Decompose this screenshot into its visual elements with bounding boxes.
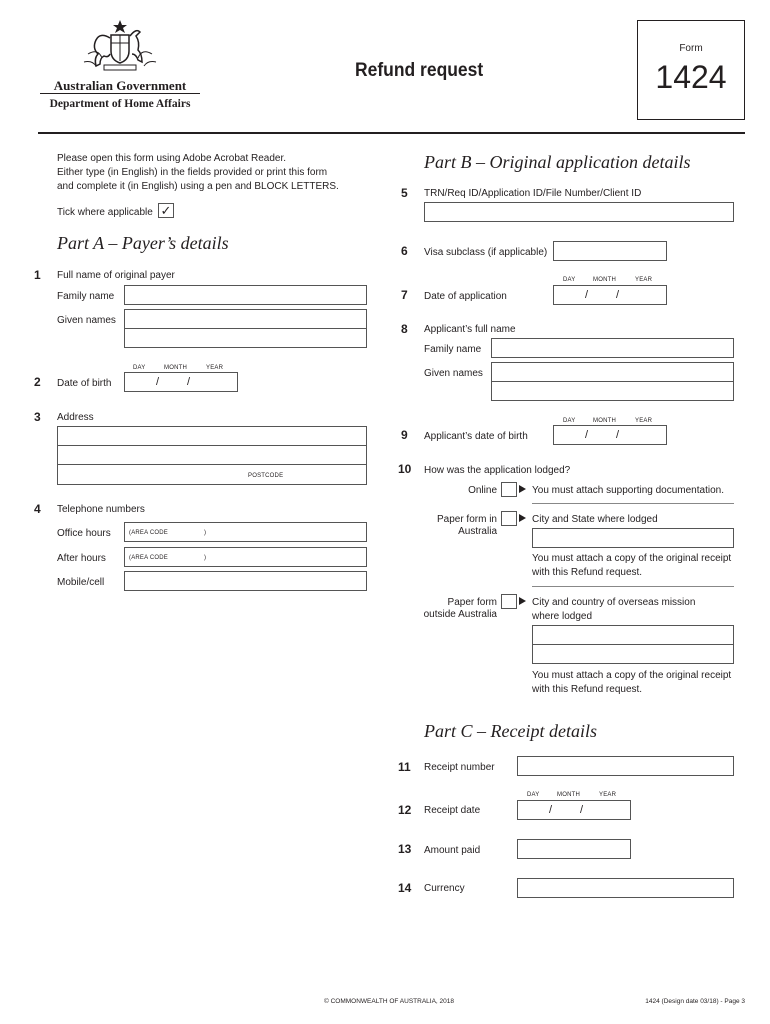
q3-label: Address <box>57 412 94 423</box>
q10-paper-in-note: City and State where lodged <box>532 514 658 525</box>
q13-label: Amount paid <box>424 845 481 856</box>
q10-label: How was the application lodged? <box>424 465 571 476</box>
q10-paper-out-receipt-1: You must attach a copy of the original receipt <box>532 670 732 681</box>
q10-divider-2 <box>532 586 734 587</box>
q5-number: 5 <box>401 186 408 200</box>
q3-number: 3 <box>34 410 41 424</box>
q2-slash-2: / <box>187 376 191 388</box>
q2-label: Date of birth <box>57 378 112 389</box>
q9-month-label: MONTH <box>593 418 616 424</box>
q1-given-names-field-1[interactable] <box>124 309 367 329</box>
q5-label: TRN/Req ID/Application ID/File Number/Client ID <box>424 188 642 199</box>
q4-office-area-close: ) <box>204 530 207 536</box>
q10-online-arrow-icon <box>519 485 526 493</box>
q6-visa-subclass-field[interactable] <box>553 241 667 261</box>
q2-number: 2 <box>34 375 41 389</box>
q11-receipt-number-field[interactable] <box>517 756 734 776</box>
q11-label: Receipt number <box>424 762 495 773</box>
q13-amount-paid-field[interactable] <box>517 839 631 859</box>
q12-label: Receipt date <box>424 805 481 816</box>
q10-paper-in-label-1: Paper form in <box>436 514 497 525</box>
q7-year-label: YEAR <box>635 277 653 283</box>
q11-number: 11 <box>398 760 411 774</box>
gov-name: Australian Government <box>53 78 187 93</box>
q3-address-field-2[interactable] <box>57 445 367 465</box>
q14-number: 14 <box>398 881 412 895</box>
q10-paper-in-label-2: Australia <box>458 526 497 537</box>
q10-divider-1 <box>532 503 734 504</box>
q9-label: Applicant’s date of birth <box>424 431 528 442</box>
q8-given-names-field-1[interactable] <box>491 362 734 382</box>
q10-paper-in-checkbox[interactable] <box>501 511 517 526</box>
q2-year-label: YEAR <box>206 365 224 371</box>
q10-number: 10 <box>398 462 412 476</box>
q9-slash-1: / <box>585 429 589 441</box>
q7-day-label: DAY <box>563 277 576 283</box>
q5-trn-field[interactable] <box>424 202 734 222</box>
q4-mobile-field[interactable] <box>124 571 367 591</box>
part-c-heading: Part C – Receipt details <box>424 721 597 741</box>
q8-given-label: Given names <box>424 368 483 379</box>
footer-page-info: 1424 (Design date 03/18) - Page 3 <box>645 998 745 1005</box>
tick-example-box: ✓ <box>158 203 174 218</box>
q8-given-names-field-2[interactable] <box>491 381 734 401</box>
q2-day-label: DAY <box>133 365 146 371</box>
q4-mobile-label: Mobile/cell <box>57 577 105 588</box>
q10-paper-out-arrow-icon <box>519 597 526 605</box>
q10-paper-in-arrow-icon <box>519 514 526 522</box>
q12-receipt-date-field[interactable] <box>517 800 631 820</box>
q8-family-label: Family name <box>424 344 482 355</box>
q10-city-country-field-1[interactable] <box>532 625 734 645</box>
q12-slash-2: / <box>580 804 584 816</box>
header-divider <box>38 132 745 134</box>
q2-date-of-birth-field[interactable] <box>124 372 238 392</box>
q6-label: Visa subclass (if applicable) <box>424 247 548 258</box>
form-label: Form <box>679 43 703 54</box>
q10-online-checkbox[interactable] <box>501 482 517 497</box>
q4-office-area-code: (AREA CODE <box>129 530 169 536</box>
form-title: Refund request <box>355 60 484 81</box>
form-number: 1424 <box>655 59 727 95</box>
part-a-heading: Part A – Payer’s details <box>57 233 229 253</box>
q10-paper-out-note-1: City and country of overseas mission <box>532 597 696 608</box>
q4-label: Telephone numbers <box>57 504 145 515</box>
tick-label: Tick where applicable <box>57 207 153 218</box>
q1-given-label: Given names <box>57 315 116 326</box>
footer-copyright: © COMMONWEALTH OF AUSTRALIA, 2018 <box>324 998 454 1005</box>
q12-day-label: DAY <box>527 792 540 798</box>
q6-number: 6 <box>401 244 408 258</box>
q9-slash-2: / <box>616 429 620 441</box>
q7-slash-2: / <box>616 289 620 301</box>
coat-of-arms-logo <box>80 18 160 76</box>
q7-slash-1: / <box>585 289 589 301</box>
q3-address-field-3[interactable] <box>57 464 367 485</box>
q10-city-country-field-2[interactable] <box>532 644 734 664</box>
intro-line-1: Please open this form using Adobe Acrobat Reader. <box>57 153 287 164</box>
q13-number: 13 <box>398 842 412 856</box>
q4-office-label: Office hours <box>57 528 111 539</box>
q8-family-name-field[interactable] <box>491 338 734 358</box>
q1-given-names-field-2[interactable] <box>124 328 367 348</box>
q7-number: 7 <box>401 288 408 302</box>
q3-postcode-label: POSTCODE <box>248 473 284 479</box>
q14-label: Currency <box>424 883 465 894</box>
q2-slash-1: / <box>156 376 160 388</box>
q4-after-hours-field[interactable] <box>124 547 367 567</box>
q10-online-note: You must attach supporting documentation. <box>532 485 724 496</box>
q10-paper-out-receipt-2: with this Refund request. <box>532 684 643 695</box>
part-b-heading: Part B – Original application details <box>424 152 691 172</box>
department-name: Department of Home Affairs <box>49 98 191 110</box>
q8-number: 8 <box>401 322 408 336</box>
q10-online-label: Online <box>468 485 497 496</box>
intro-line-2: Either type (in English) in the fields provided or print this form <box>57 167 328 178</box>
q10-city-state-field[interactable] <box>532 528 734 548</box>
q14-currency-field[interactable] <box>517 878 734 898</box>
q1-number: 1 <box>34 268 41 282</box>
q7-month-label: MONTH <box>593 277 616 283</box>
q10-paper-in-receipt-2: with this Refund request. <box>532 567 643 578</box>
q1-family-name-field[interactable] <box>124 285 367 305</box>
q9-year-label: YEAR <box>635 418 653 424</box>
q1-label: Full name of original payer <box>57 270 175 281</box>
q4-office-hours-field[interactable] <box>124 522 367 542</box>
q9-applicant-dob-field[interactable] <box>553 425 667 445</box>
q3-address-field-1[interactable] <box>57 426 367 446</box>
q10-paper-out-checkbox[interactable] <box>501 594 517 609</box>
q4-after-area-close: ) <box>204 555 207 561</box>
q4-after-label: After hours <box>57 553 106 564</box>
form-number-box <box>637 20 745 120</box>
q8-label: Applicant’s full name <box>424 324 516 335</box>
q2-month-label: MONTH <box>164 365 187 371</box>
q10-paper-in-receipt-1: You must attach a copy of the original receipt <box>532 553 732 564</box>
q9-number: 9 <box>401 428 408 442</box>
q10-paper-out-note-2: where lodged <box>532 611 593 622</box>
q10-paper-out-label-1: Paper form <box>447 597 497 608</box>
q12-month-label: MONTH <box>557 792 580 798</box>
q4-after-area-code: (AREA CODE <box>129 555 169 561</box>
intro-line-3: and complete it (in English) using a pen and BLOCK LETTERS. <box>57 181 339 192</box>
q4-number: 4 <box>34 502 41 516</box>
q9-day-label: DAY <box>563 418 576 424</box>
q12-slash-1: / <box>549 804 553 816</box>
q10-paper-out-label-2: outside Australia <box>423 609 497 620</box>
q7-label: Date of application <box>424 291 507 302</box>
q1-family-label: Family name <box>57 291 115 302</box>
q12-number: 12 <box>398 803 412 817</box>
q7-date-of-application-field[interactable] <box>553 285 667 305</box>
q12-year-label: YEAR <box>599 792 617 798</box>
